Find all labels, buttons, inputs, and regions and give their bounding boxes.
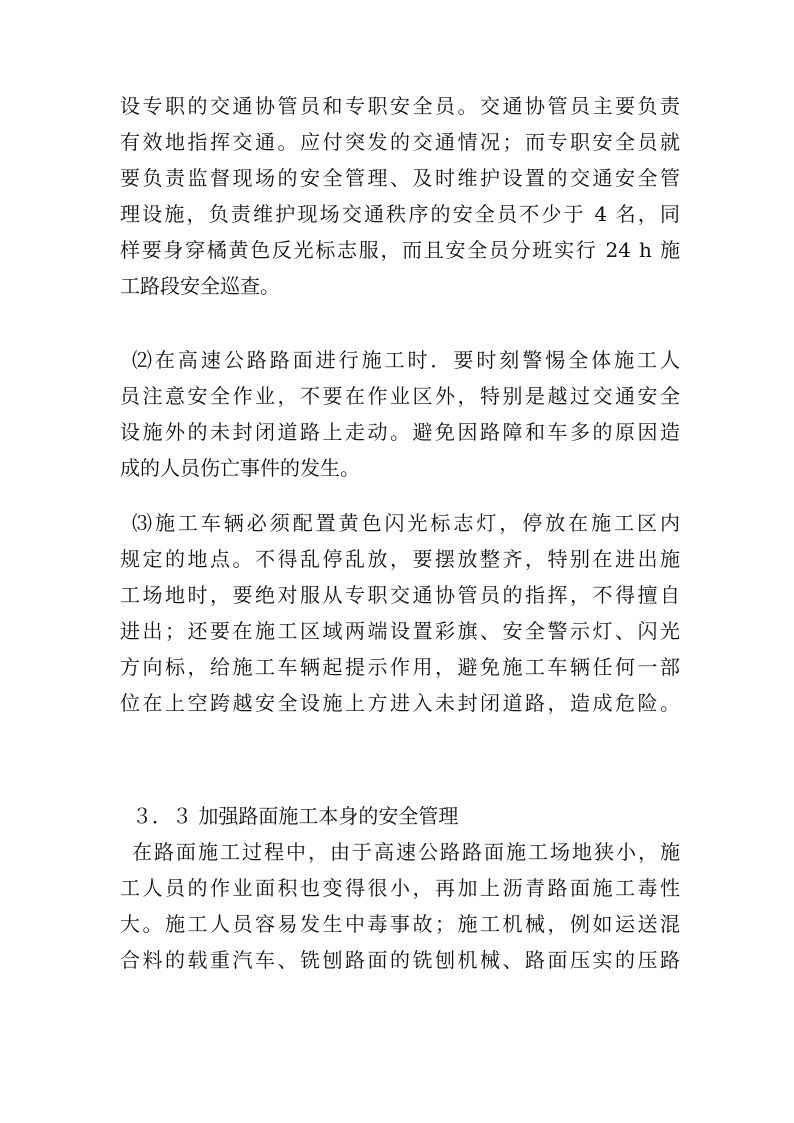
paragraph-item-3	[120, 505, 680, 721]
text-line: 工场地时，要绝对服从专职交通协管员的指挥，不得擅自	[120, 583, 680, 607]
text-line: 员注意安全作业，不要在作业区外，特别是越过交通安全	[120, 384, 680, 408]
text-line: 合料的载重汽车、铣刨路面的铣刨机械、路面压实的压路	[120, 948, 680, 972]
text-line: 设专职的交通协管员和专职安全员。交通协管员主要负责	[120, 94, 680, 118]
text-line: 规定的地点。不得乱停乱放，要摆放整齐，特别在进出施	[120, 547, 680, 571]
text-line: ⑶施工车辆必须配置黄色闪光标志灯，停放在施工区内	[132, 511, 680, 535]
paragraph-item-2	[120, 342, 680, 486]
text-line: 方向标，给施工车辆起提示作用，避免施工车辆任何一部	[120, 655, 680, 679]
paragraph-road-construction	[120, 834, 680, 978]
text-line: 在路面施工过程中，由于高速公路路面施工场地狭小，施	[132, 840, 680, 864]
text-line: 设施外的未封闭道路上走动。避免因路障和车多的原因造	[120, 420, 680, 444]
text-line: 成的人员伤亡事件的发生。	[120, 456, 360, 480]
text-line: 要负责监督现场的安全管理、及时维护设置的交通安全管	[120, 166, 680, 190]
text-line: 有效地指挥交通。应付突发的交通情况；而专职安全员就	[120, 130, 680, 154]
text-line: 工路段安全巡查。	[120, 274, 280, 298]
section-heading-text: ３．３ 加强路面施工本身的安全管理	[132, 804, 459, 828]
text-line: 样要身穿橘黄色反光标志服，而且安全员分班实行 24 h 施	[120, 238, 680, 262]
text-line: 大。施工人员容易发生中毒事故；施工机械，例如运送混	[120, 912, 680, 936]
text-line: ⑵在高速公路路面进行施工时．要时刻警惕全体施工人	[132, 348, 680, 372]
section-heading	[120, 798, 680, 834]
text-line: 理设施，负责维护现场交通秩序的安全员不少于 4 名，同	[120, 202, 680, 226]
text-line: 进出；还要在施工区域两端设置彩旗、安全警示灯、闪光	[120, 619, 680, 643]
text-line: 位在上空跨越安全设施上方进入未封闭道路，造成危险。	[120, 691, 680, 715]
text-line: 工人员的作业面积也变得很小，再加上沥青路面施工毒性	[120, 876, 680, 900]
paragraph-safety-staff	[120, 88, 680, 304]
